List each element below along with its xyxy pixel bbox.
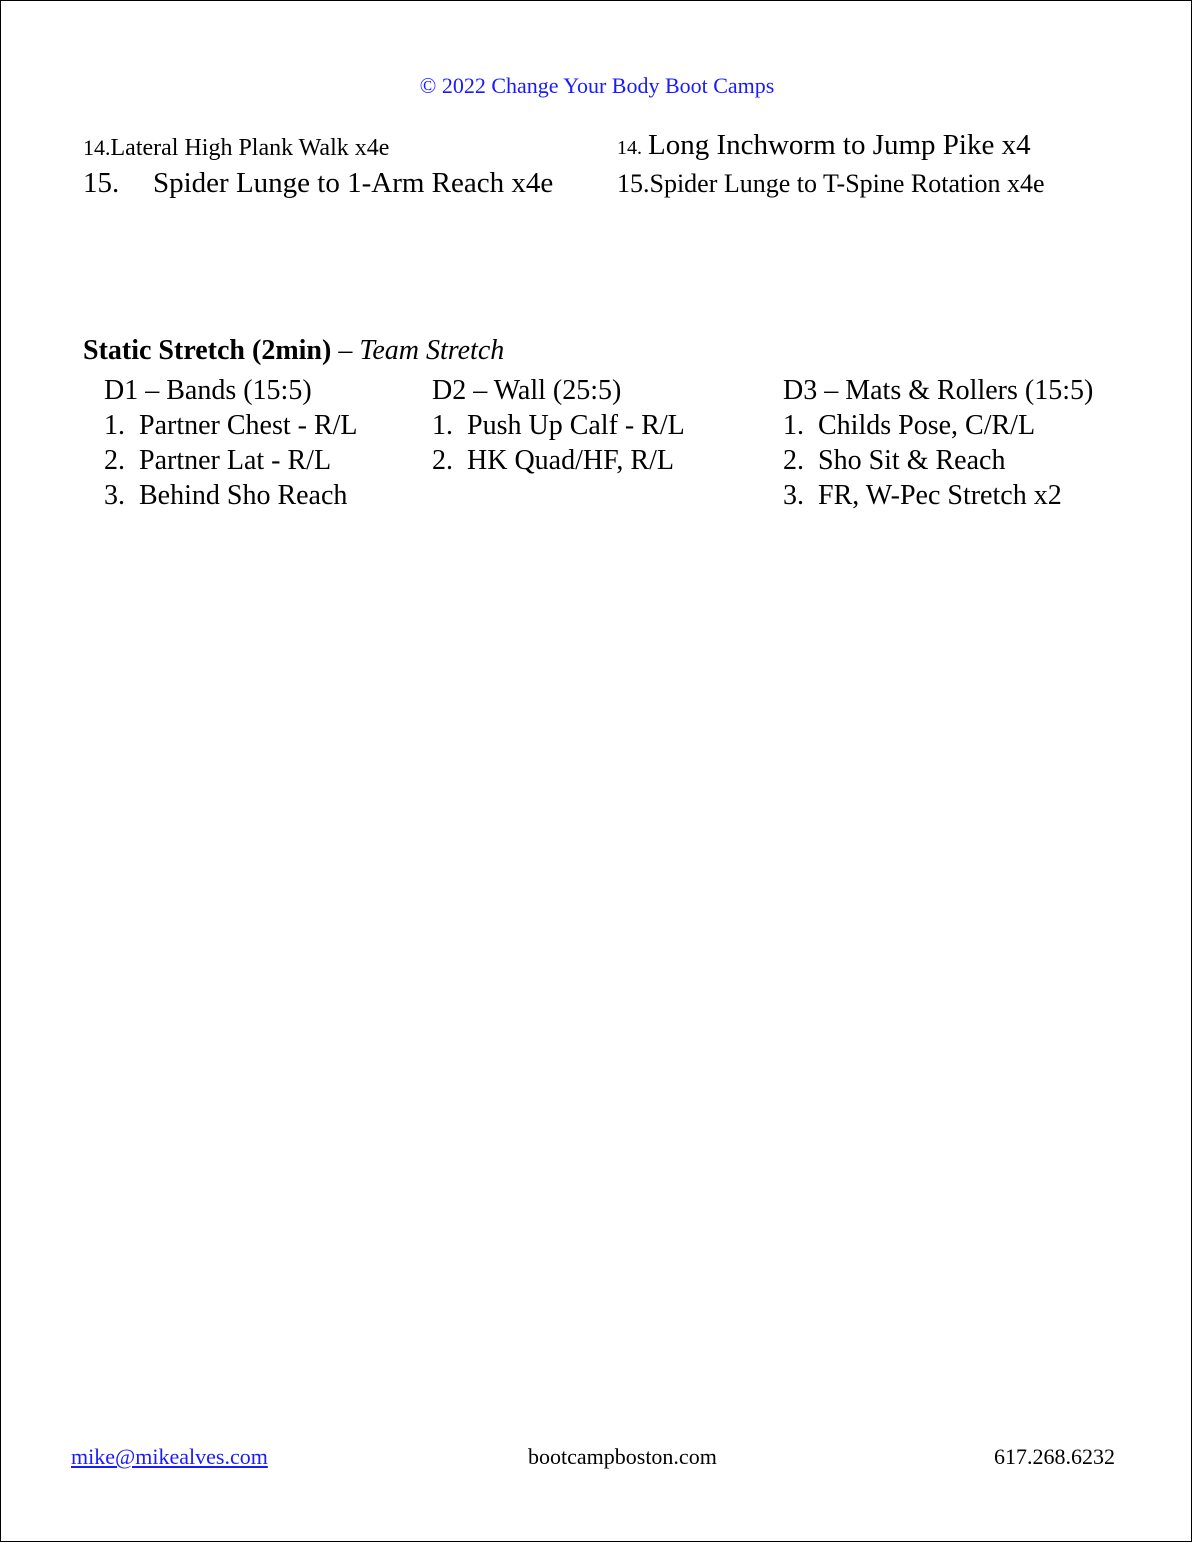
item-number: 15. bbox=[617, 169, 650, 198]
email-link[interactable]: mike@mikealves.com bbox=[71, 1444, 268, 1469]
section-separator: – bbox=[331, 335, 360, 366]
item-text: Long Inchworm to Jump Pike x4 bbox=[648, 129, 1031, 161]
section-heading bbox=[83, 335, 504, 367]
list-item bbox=[783, 408, 1093, 443]
phone-number: 617.268.6232 bbox=[994, 1444, 1115, 1469]
stretch-group-d1 bbox=[104, 373, 358, 513]
section-subtitle: Team Stretch bbox=[359, 335, 505, 366]
list-item bbox=[617, 127, 1045, 166]
website-text: bootcampboston.com bbox=[528, 1444, 717, 1469]
stretch-group-d2 bbox=[432, 373, 685, 478]
item-number: 1. bbox=[104, 410, 125, 441]
item-number: 2. bbox=[783, 445, 804, 476]
group-heading: D3 – Mats & Rollers (15:5) bbox=[783, 375, 1094, 406]
item-number: 15. bbox=[83, 167, 120, 199]
list-item bbox=[104, 408, 358, 443]
list-item bbox=[617, 166, 1045, 202]
item-text: Spider Lunge to 1-Arm Reach x4e bbox=[153, 167, 554, 199]
item-number: 1. bbox=[783, 410, 804, 441]
item-text: Sho Sit & Reach bbox=[818, 445, 1006, 476]
right-exercise-list bbox=[617, 127, 1045, 202]
stretch-group-d3 bbox=[783, 373, 1093, 513]
item-text: Partner Lat - R/L bbox=[139, 445, 332, 476]
item-number: 14. bbox=[83, 135, 111, 160]
list-item bbox=[104, 478, 358, 513]
item-number: 2. bbox=[432, 445, 453, 476]
list-item bbox=[83, 131, 553, 165]
item-number: 3. bbox=[104, 480, 125, 511]
list-item bbox=[432, 408, 685, 443]
list-item bbox=[783, 443, 1093, 478]
copyright-header: © 2022 Change Your Body Boot Camps bbox=[419, 73, 775, 98]
item-text: Lateral High Plank Walk x4e bbox=[110, 135, 390, 161]
list-item bbox=[783, 478, 1093, 513]
item-text: Partner Chest - R/L bbox=[139, 410, 358, 441]
item-number: 2. bbox=[104, 445, 125, 476]
item-number: 14. bbox=[617, 137, 642, 159]
section-title: Static Stretch (2min) bbox=[83, 335, 332, 366]
list-item bbox=[104, 443, 358, 478]
list-item bbox=[83, 165, 553, 201]
item-text: Push Up Calf - R/L bbox=[467, 410, 685, 441]
item-text: Behind Sho Reach bbox=[139, 480, 348, 511]
item-text: Childs Pose, C/R/L bbox=[818, 410, 1036, 441]
item-text: HK Quad/HF, R/L bbox=[467, 445, 674, 476]
group-heading: D2 – Wall (25:5) bbox=[432, 375, 622, 406]
item-number: 3. bbox=[783, 480, 804, 511]
left-exercise-list bbox=[83, 131, 553, 201]
item-text: Spider Lunge to T-Spine Rotation x4e bbox=[649, 169, 1045, 198]
item-text: FR, W-Pec Stretch x2 bbox=[818, 480, 1062, 511]
item-number: 1. bbox=[432, 410, 453, 441]
group-heading: D1 – Bands (15:5) bbox=[104, 375, 312, 406]
list-item bbox=[432, 443, 685, 478]
